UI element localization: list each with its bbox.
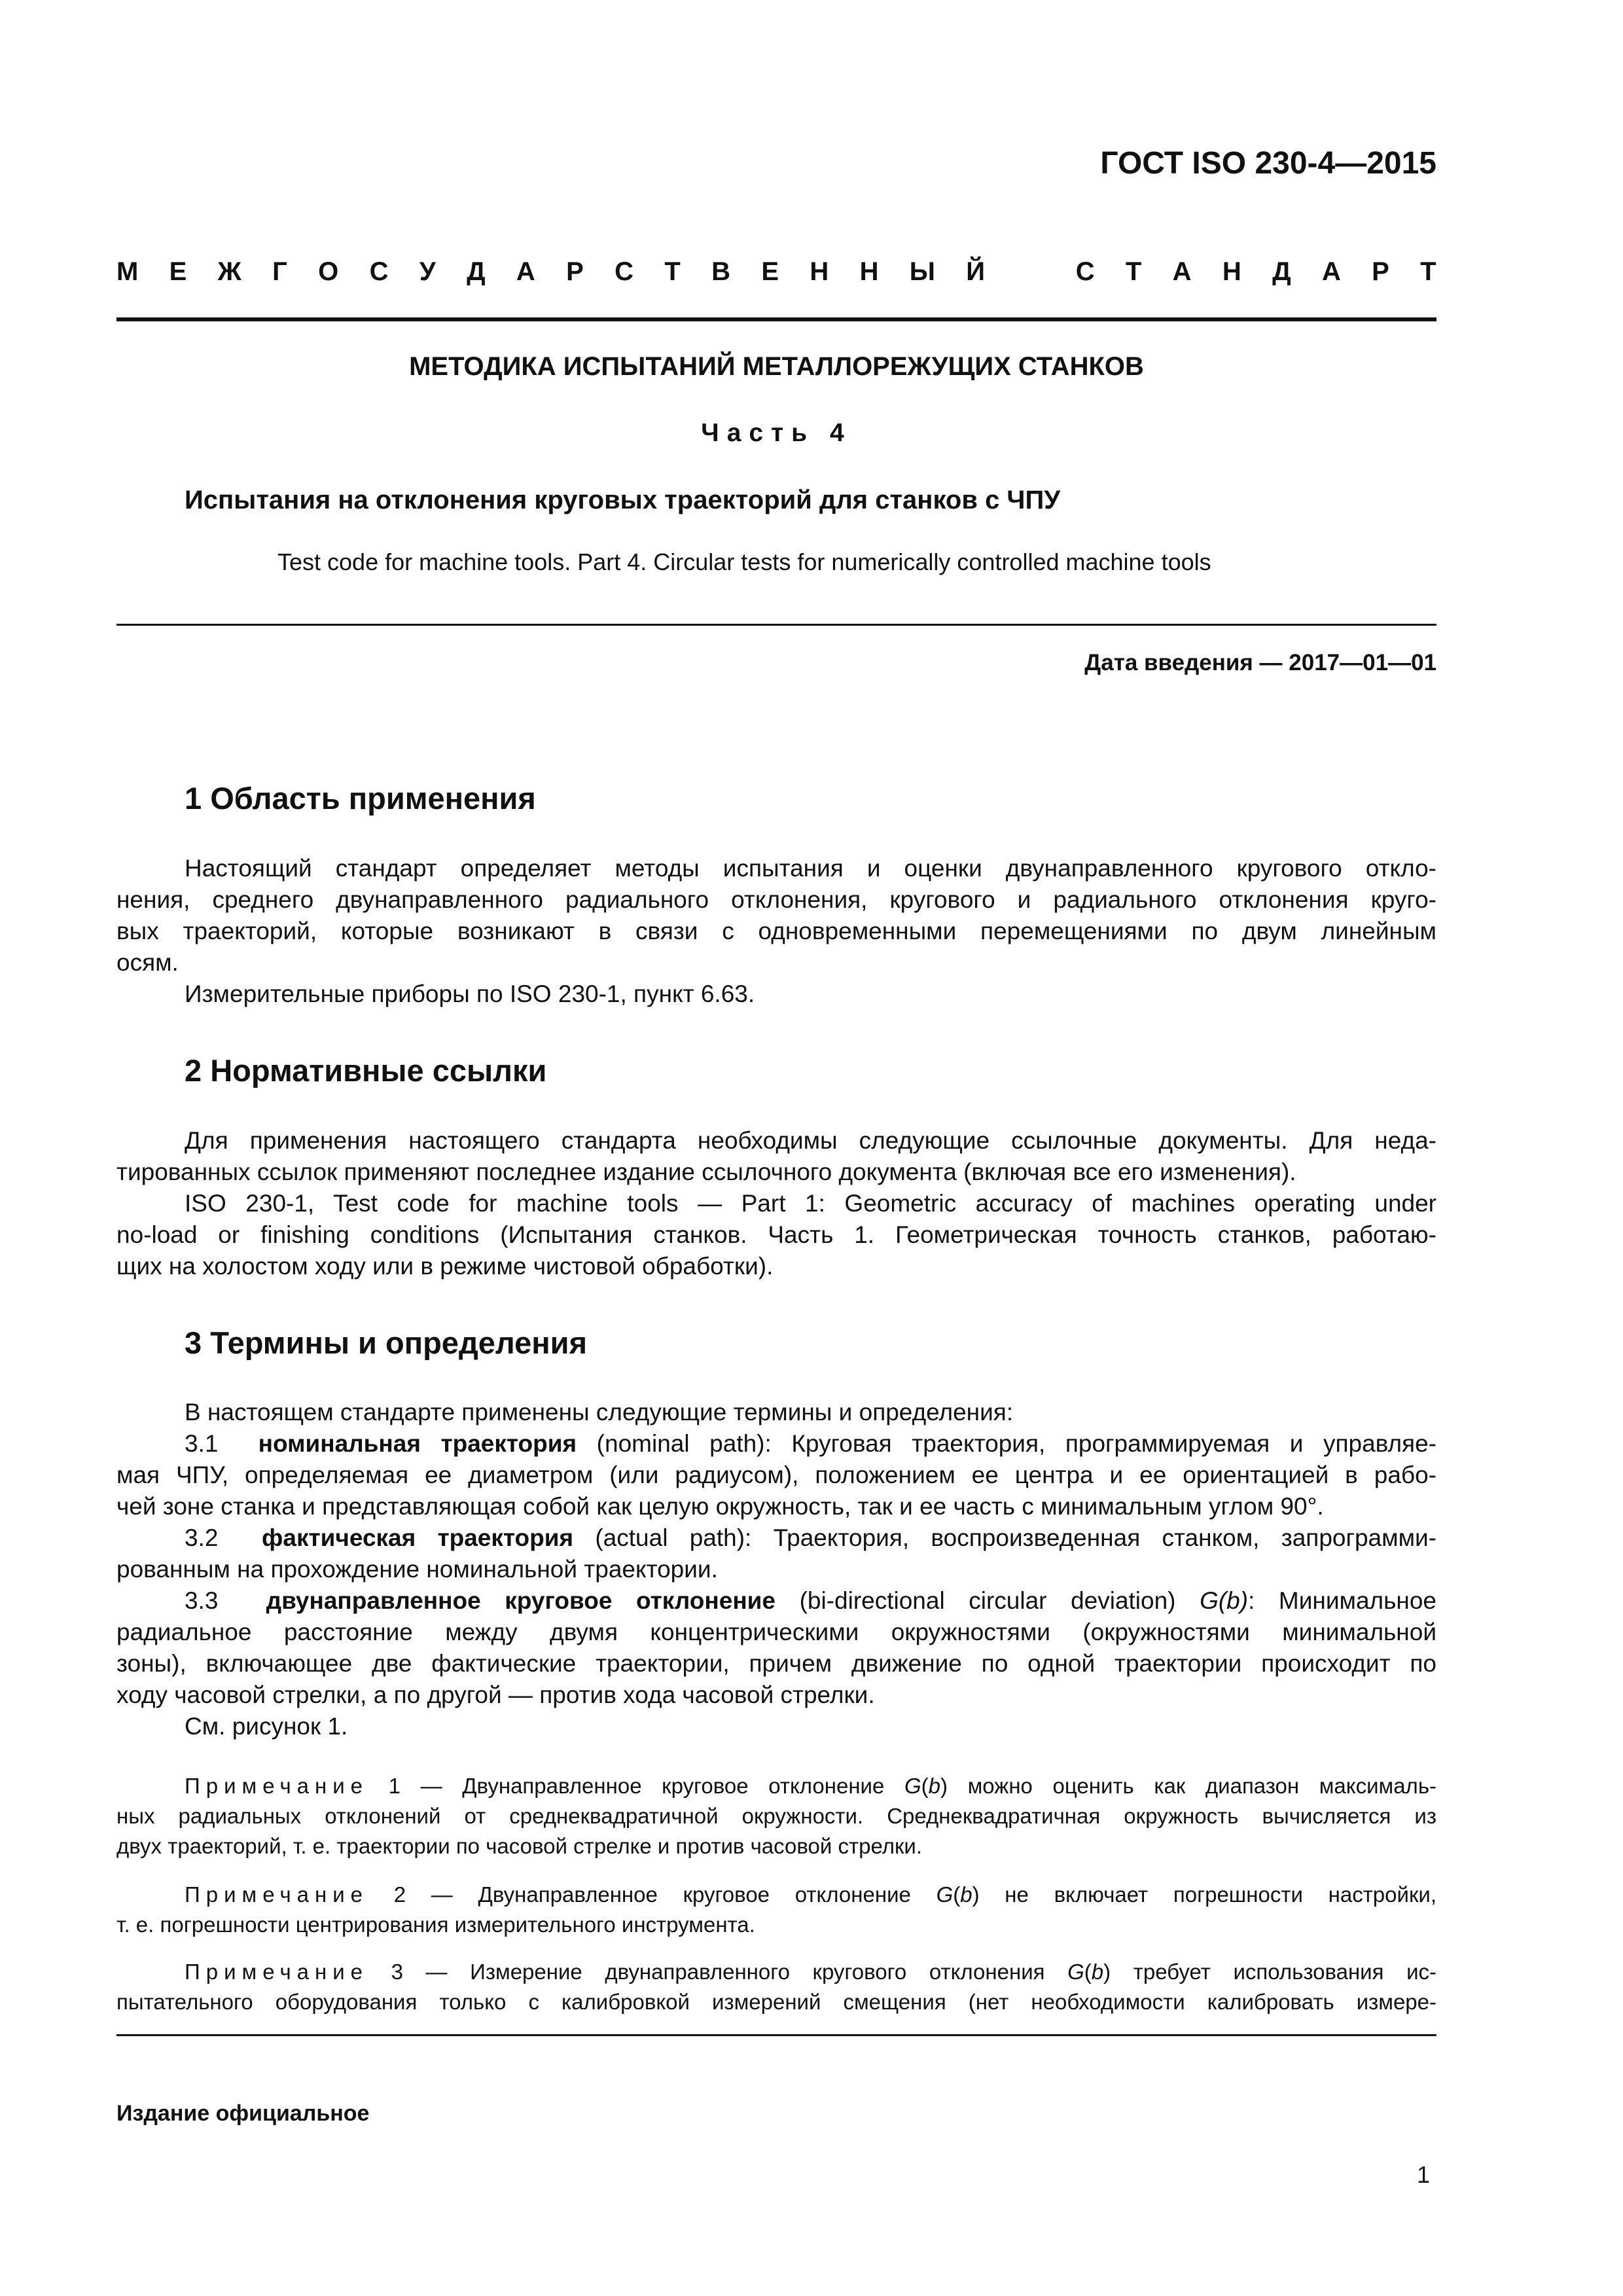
section-heading-scope: 1 Область применения [185,781,536,816]
section-heading-references: 2 Нормативные ссылки [185,1053,547,1088]
english-title: Test code for machine tools. Part 4. Circular tests for numerically controlled machine tools [277,548,1211,575]
banner-letter: У [419,257,436,286]
note-2-first-line: Примечание 2 — Двунаправленное круговое отклонение G(b) не включает погрешности настройки, [185,1882,1436,1907]
paragraph-line: тированных ссылок применяют последнее издание ссылочного документа (включая все его изменения). [116,1158,1296,1185]
page-number: 1 [1416,2161,1430,2188]
banner-letter: Н [810,257,829,286]
term-3-1-first-line [116,1428,1436,1460]
note-line: ных радиальных отклонений от среднеквадратичной окружности. Среднеквадратичная окружность вычисляется из [116,1804,1436,1828]
footer-rule [116,2034,1436,2036]
banner-letter: Ж [217,257,241,286]
paragraph-line: Настоящий стандарт определяет методы испытания и оценки двунаправленного кругового откло- [185,855,1436,882]
term-name: фактическая траектория [262,1524,574,1551]
document-subtitle: Испытания на отклонения круговых траекторий для станков с ЧПУ [185,486,1061,514]
term-definition: (actual path): Траектория, воспроизведенная станком, запрограмми- [573,1524,1436,1551]
note-line: т. е. погрешности центрирования измерительного инструмента. [116,1912,755,1937]
paragraph-line: зоны), включающее две фактические траектории, причем движение по одной траектории происходит по [116,1650,1436,1677]
banner-letter: С [1075,257,1095,286]
note-1-first-line: Примечание 1 — Двунаправленное круговое отклонение G(b) можно оценить как диапазон максималь- [185,1774,1436,1798]
term-3-3-first-line [116,1585,1436,1617]
section-scope-body [116,853,1436,1010]
paragraph-line: щих на холостом ходу или в режиме чистовой обработки). [116,1253,774,1280]
banner-letter: М [116,257,139,286]
banner-letter: Г [272,257,287,286]
note-label: Примечание [185,1882,369,1907]
banner-letter: Д [467,257,486,286]
term-number: 3.1 [185,1430,219,1457]
introduction-date: Дата введения — 2017—01—01 [1084,650,1436,675]
banner-letter: Н [1222,257,1241,286]
title-rule [116,624,1436,626]
note-line: двух траекторий, т. е. траектории по часовой стрелке и против часовой стрелки. [116,1834,923,1858]
term-definition: (nominal path): Круговая траектория, программируемая и управляе- [577,1430,1436,1457]
document-number: ГОСТ ISO 230-4—2015 [1100,146,1436,181]
paragraph-line: Для применения настоящего стандарта необходимы следующие ссылочные документы. Для неда- [185,1127,1436,1154]
paragraph-line: осям. [116,949,179,976]
banner-letter: Т [1420,257,1436,286]
paragraph-line: мая ЧПУ, определяемая ее диаметром (или радиусом), положением ее центра и ее ориентацией в рабо- [116,1462,1436,1488]
note-number: 1 [388,1774,401,1798]
term-number: 3.2 [185,1524,219,1551]
section-references-body [116,1125,1436,1282]
paragraph-line: В настоящем стандарте применены следующие термины и определения: [185,1399,1014,1426]
paragraph-line: чей зоне станка и представляющая собой как целую окружность, так и ее часть с минимальным углом 90°. [116,1493,1324,1520]
note-number: 3 [391,1960,403,1984]
banner-letter: А [1172,257,1192,286]
paragraph-line: no-load or finishing conditions (Испытания станков. Часть 1. Геометрическая точность станков, работаю- [116,1221,1436,1248]
note-line: пытательного оборудования только с калибровкой измерений смещения (нет необходимости калибровать измере- [116,1990,1436,2014]
note-label: Примечание [185,1960,369,1984]
paragraph-line: рованным на прохождение номинальной траектории. [116,1556,718,1583]
banner-letter: Р [566,257,584,286]
figure-reference: См. рисунок 1. [185,1713,348,1740]
banner-letter: Й [966,257,986,286]
banner-rule [116,317,1436,321]
banner-letter: Ы [909,257,935,286]
paragraph-line: вых траекторий, которые возникают в связи с одновременными перемещениями по двум линейным [116,918,1436,944]
standard-banner [116,252,1436,291]
document-title: МЕТОДИКА ИСПЫТАНИЙ МЕТАЛЛОРЕЖУЩИХ СТАНКОВ [409,352,1144,381]
banner-letter: А [516,257,535,286]
term-name: двунаправленное круговое отклонение [266,1587,776,1614]
banner-letter: С [369,257,389,286]
banner-letter: Н [859,257,879,286]
part-label: Часть 4 [701,419,852,447]
banner-letter: Т [1125,257,1142,286]
section-heading-terms: 3 Термины и определения [185,1325,587,1360]
paragraph-line: нения, среднего двунаправленного радиального отклонения, кругового и радиального отклонения круго- [116,886,1436,913]
paragraph-line: ходу часовой стрелки, а по другой — против хода часовой стрелки. [116,1681,875,1708]
paragraph-line: ISO 230-1, Test code for machine tools — Part 1: Geometric accuracy of machines operating under [185,1190,1436,1217]
banner-letter: С [615,257,634,286]
banner-letter: Т [664,257,681,286]
paragraph-line: радиальное расстояние между двумя концентрическими окружностями (окружностями минимальной [116,1619,1436,1645]
term-name: номинальная траектория [258,1430,577,1457]
term-number: 3.3 [185,1587,219,1614]
banner-letter: Е [761,257,779,286]
banner-letter: Е [169,257,187,286]
note-label: Примечание [185,1774,369,1798]
term-3-2-first-line [116,1522,1436,1554]
note-2 [116,1880,1436,1940]
edition-label: Издание официальное [116,2101,370,2126]
banner-letter: А [1321,257,1341,286]
banner-letter: В [711,257,730,286]
paragraph-line: Измерительные приборы по ISO 230-1, пункт 6.63. [185,980,755,1007]
note-3-first-line: Примечание 3 — Измерение двунаправленного кругового отклонения G(b) требует использования ис- [185,1960,1436,1984]
note-number: 2 [393,1882,406,1907]
term-definition: (bi-directional circular deviation) [776,1587,1200,1614]
banner-letter: Р [1372,257,1389,286]
banner-letter: Д [1272,257,1291,286]
banner-letter: О [318,257,339,286]
term-symbol: G(b) [1200,1587,1249,1614]
note-3 [116,1957,1436,2017]
term-definition-end: : Минимальное [1248,1587,1436,1614]
note-1 [116,1771,1436,1861]
section-terms-body [116,1397,1436,1742]
